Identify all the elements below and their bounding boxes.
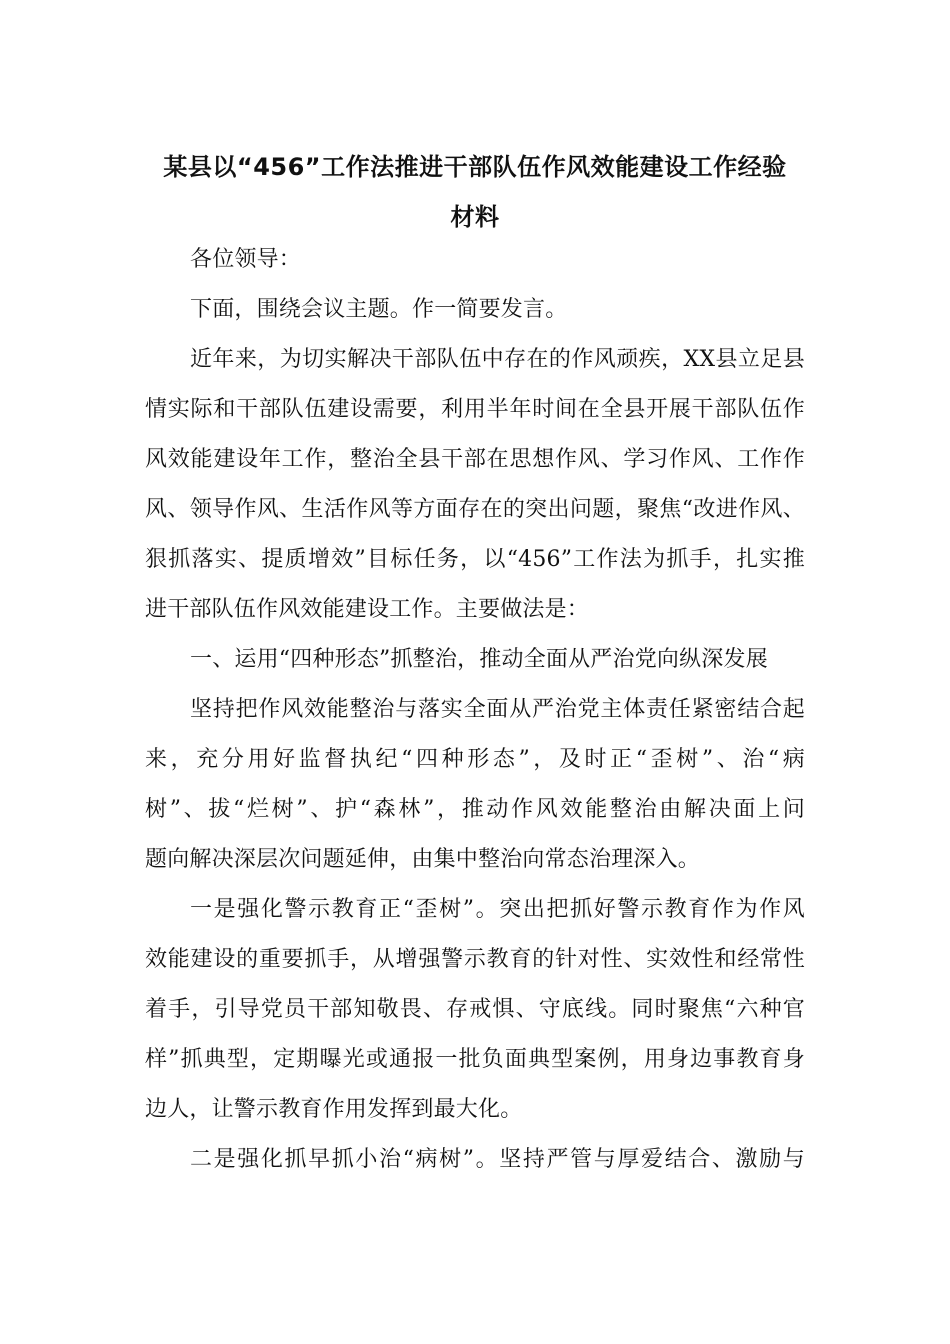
paragraph-line: 着手，引导党员干部知敬畏、存戒惧、守底线。同时聚焦“六种官	[145, 997, 805, 1022]
paragraph-line: 题向解决深层次问题延伸，由集中整治向常态治理深入。	[145, 847, 701, 872]
paragraph-line: 情实际和干部队伍建设需要，利用半年时间在全县开展干部队伍作	[145, 397, 805, 422]
paragraph-line: 样”抓典型，定期曝光或通报一批负面典型案例，用身边事教育身	[145, 1047, 805, 1072]
paragraph-line: 近年来，为切实解决干部队伍中存在的作风顽疾，XX县立足县	[190, 347, 805, 372]
document-body	[145, 235, 805, 1185]
paragraph-line: 坚持把作风效能整治与落实全面从严治党主体责任紧密结合起	[190, 697, 805, 722]
paragraph-line: 一是强化警示教育正“歪树”。突出把抓好警示教育作为作风	[190, 897, 805, 922]
salutation: 各位领导：	[190, 247, 302, 272]
paragraph-line: 二是强化抓早抓小治“病树”。坚持严管与厚爱结合、激励与	[190, 1147, 805, 1172]
document-title-line-1: 某县以“456”工作法推进干部队伍作风效能建设工作经验	[163, 153, 787, 181]
section-heading: 一、运用“四种形态”抓整治，推动全面从严治党向纵深发展	[190, 647, 768, 672]
paragraph-line: 树”、拔“烂树”、护“森林”，推动作风效能整治由解决面上问	[145, 797, 805, 822]
paragraph-line: 风效能建设年工作，整治全县干部在思想作风、学习作风、工作作	[145, 447, 805, 472]
paragraph-line: 边人，让警示教育作用发挥到最大化。	[145, 1097, 523, 1122]
paragraph-line: 效能建设的重要抓手，从增强警示教育的针对性、实效性和经常性	[145, 947, 805, 972]
paragraph-line: 下面，围绕会议主题。作一简要发言。	[190, 297, 568, 322]
paragraph-line: 进干部队伍作风效能建设工作。主要做法是：	[145, 597, 590, 622]
paragraph-line: 来，充分用好监督执纪“四种形态”，及时正“歪树”、治“病	[145, 747, 805, 772]
paragraph-line: 风、领导作风、生活作风等方面存在的突出问题，聚焦“改进作风、	[145, 497, 805, 522]
document-title-line-2: 材料	[450, 203, 500, 231]
paragraph-line: 狠抓落实、提质增效”目标任务，以“456”工作法为抓手，扎实推	[145, 547, 805, 572]
